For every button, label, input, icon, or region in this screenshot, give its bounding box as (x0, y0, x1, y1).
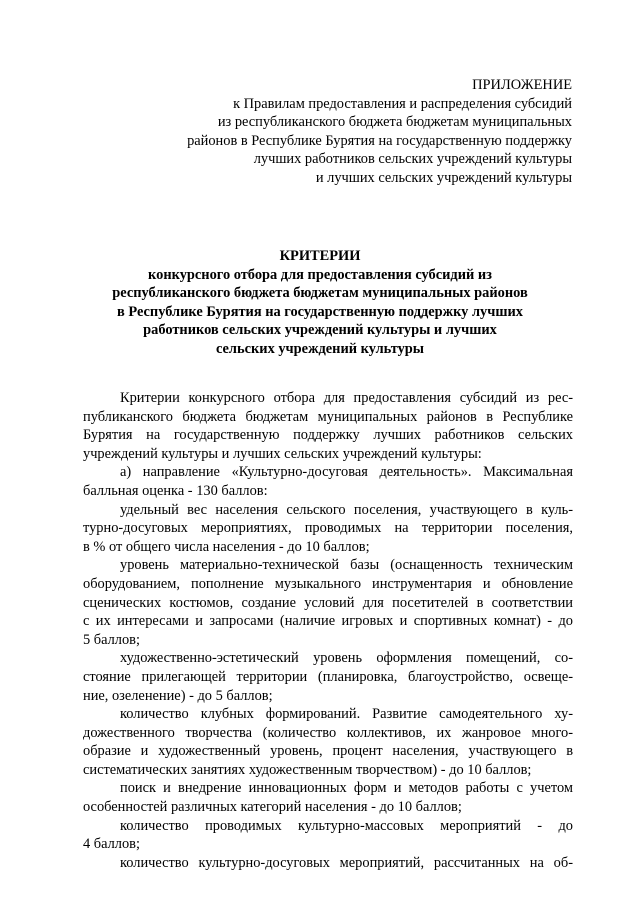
body-line: учреждений культуры и лучших сельских учреждений культуры: (83, 445, 482, 462)
heading-title: КРИТЕРИИ (279, 248, 361, 264)
body-line: образие и художественный уровень, процент населения, участвующего в (83, 743, 573, 760)
heading-line: республиканского бюджета бюджетам муниципальных районов (112, 285, 528, 302)
body-line: публиканского бюджета бюджетам муниципальных районов в Республике (83, 408, 573, 425)
heading-line: работников сельских учреждений культуры и лучших (143, 322, 497, 339)
body-line: в % от общего числа населения - до 10 баллов; (83, 538, 370, 555)
body-line: количество проводимых культурно-массовых мероприятий - до (120, 817, 573, 834)
body-line: количество культурно-досуговых мероприятий, рассчитанных на об- (120, 854, 573, 871)
body-line: художественно-эстетический уровень оформления помещений, со- (120, 650, 573, 667)
body-line: балльная оценка - 130 баллов: (83, 482, 268, 499)
body-line: уровень материально-технической базы (оснащенность техническим (120, 557, 573, 574)
appendix-line: районов в Республике Бурятия на государственную поддержку (187, 132, 572, 149)
appendix-title: ПРИЛОЖЕНИЕ (472, 77, 572, 93)
body-line: поиск и внедрение инновационных форм и методов работы с учетом (120, 780, 573, 797)
body-line: Критерии конкурсного отбора для предоставления субсидий из рес- (120, 390, 573, 406)
body-line: Бурятия на государственную поддержку лучших работников сельских (83, 427, 573, 444)
appendix-line: из республиканского бюджета бюджетам муниципальных (217, 114, 572, 131)
appendix-line: и лучших сельских учреждений культуры (315, 169, 572, 186)
heading-line: сельских учреждений культуры (215, 340, 425, 357)
heading-line: конкурсного отбора для предоставления субсидий из (148, 266, 492, 283)
body-line: удельный вес населения сельского поселения, участвующего в куль- (120, 501, 573, 518)
appendix-line: к Правилам предоставления и распределения субсидий (233, 95, 572, 112)
body-line: систематических занятиях художественным творчеством) - до 10 баллов; (83, 761, 532, 778)
heading-line: в Республике Бурятия на государственную поддержку лучших (117, 303, 523, 320)
body-line: стояние прилегающей территории (планировка, благоустройство, освеще- (83, 668, 573, 685)
body-line: сценических костюмов, создание условий для посетителей в соответствии (83, 594, 573, 611)
body-line: турно-досуговых мероприятиях, проводимых на территории поселения, (83, 520, 573, 537)
body-line: 5 баллов; (83, 631, 140, 648)
appendix-header (187, 76, 572, 188)
body-line: а) направление «Культурно-досуговая деятельность». Максимальная (120, 464, 573, 481)
body-line: ние, озеленение) - до 5 баллов; (83, 687, 273, 704)
appendix-line: лучших работников сельских учреждений культуры (253, 151, 572, 168)
body-line: оборудованием, пополнение музыкального инструментария и обновление (83, 575, 573, 592)
body-line: дожественного творчества (количество коллективов, их жанровое много- (83, 724, 573, 741)
body-line: особенностей различных категорий населения - до 10 баллов; (83, 799, 462, 816)
body-text (83, 389, 573, 872)
body-line: количество клубных формирований. Развитие самодеятельного ху- (120, 706, 573, 723)
body-line: с их интересами и запросами (наличие игровых и спортивных комнат) - до (83, 613, 573, 630)
criteria-heading (60, 247, 580, 359)
body-line: 4 баллов; (83, 836, 140, 853)
